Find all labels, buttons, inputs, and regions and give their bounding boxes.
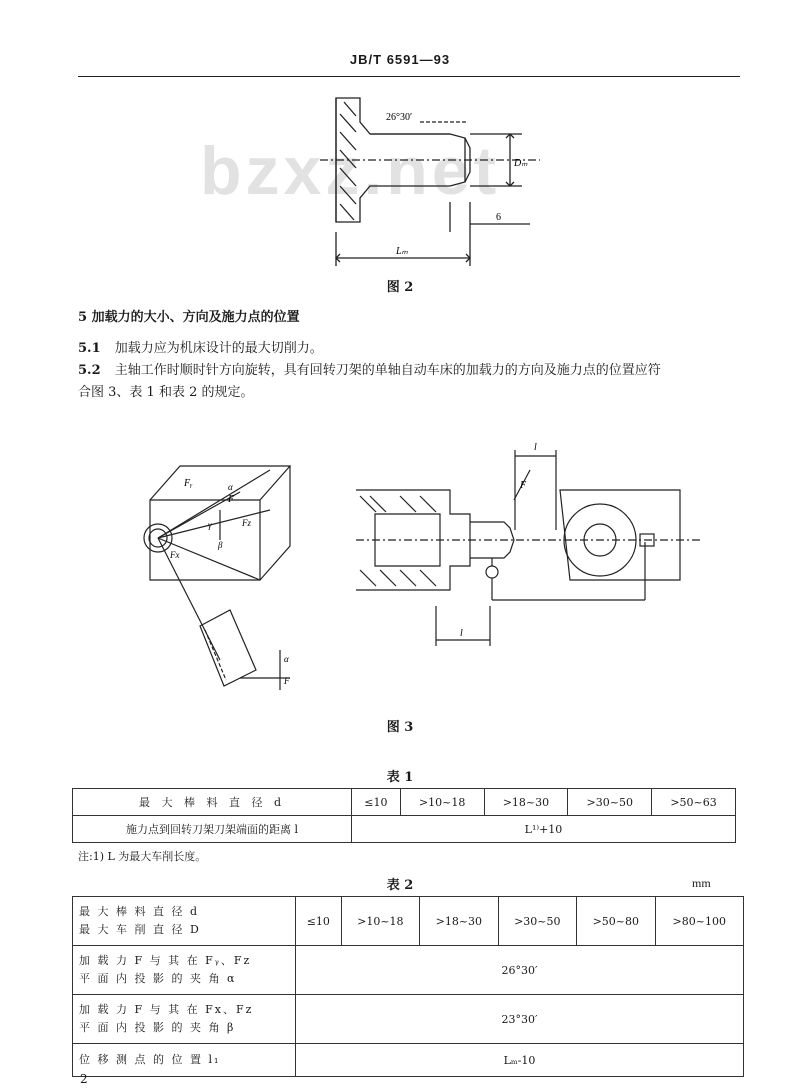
fig3-label-fy: Fᵧ: [184, 478, 193, 489]
table-cell: >18~30: [484, 789, 568, 816]
fig3-label-alpha-2: α: [284, 654, 289, 664]
figure-2-caption: 图 2: [386, 280, 414, 295]
figure-3-drawing: [120, 430, 700, 710]
fig2-lm-label: Lₘ: [396, 246, 408, 257]
figure-2-drawing: [300, 92, 560, 272]
table-2-d-label: [73, 897, 296, 946]
watermark: bzxz.net: [200, 133, 501, 209]
page-number: 2: [80, 1072, 88, 1086]
fig2-six-label: 6: [496, 212, 501, 223]
para-5-2-line-1: [78, 360, 748, 382]
header-rule: [78, 76, 740, 77]
table-cell: >50~80: [577, 897, 655, 946]
fig3-label-f1: F: [228, 494, 235, 505]
table-2-l1-label: 位 移 测 点 的 位 置 l₁: [73, 1044, 296, 1077]
para-5-1-text: 加载力应为机床设计的最大切削力。: [114, 341, 323, 356]
table-row: [73, 816, 736, 843]
table-cell: 23°30′: [296, 995, 744, 1044]
section-5-heading: 5 加载力的大小、方向及施力点的位置: [78, 310, 300, 325]
table-2-d-label-b: 最 大 车 削 直 径 D: [79, 923, 201, 936]
table-cell: >30~50: [498, 897, 576, 946]
table-cell: >18~30: [420, 897, 498, 946]
table-cell: >10~18: [400, 789, 484, 816]
table-cell: Lₘ-10: [296, 1044, 744, 1077]
para-5-2-text-2: 合图 3、表 1 和表 2 的规定。: [78, 385, 254, 400]
para-5-2-number: 5.2: [78, 363, 101, 378]
table-2: [72, 896, 744, 1077]
fig3-label-l-top: l: [534, 442, 537, 453]
table-row: [73, 897, 744, 946]
table-cell: L¹⁾+10: [352, 816, 736, 843]
table-cell: >80~100: [655, 897, 743, 946]
table-1-d-label: 最 大 棒 料 直 径 d: [73, 789, 352, 816]
fig2-dm-label: Dₘ: [514, 158, 528, 169]
table-2-alpha-label: [73, 946, 296, 995]
fig3-label-fz: Fz: [242, 518, 251, 528]
standard-code: JB/T 6591—93: [349, 52, 451, 67]
table-row: [73, 946, 744, 995]
fig3-label-beta: β: [218, 540, 223, 550]
table-row: [73, 1044, 744, 1077]
figure-3-caption: 图 3: [386, 720, 414, 735]
fig3-label-f3: F: [284, 676, 290, 686]
fig3-label-gamma: γ: [208, 520, 212, 530]
table-1: [72, 788, 736, 843]
table-2-beta-label-a: 加 载 力 F 与 其 在 Fx、Fz: [79, 1003, 254, 1016]
table-1-title: 表 1: [386, 770, 414, 785]
table-cell: 26°30′: [296, 946, 744, 995]
table-2-beta-label-b: 平 面 内 投 影 的 夹 角 β: [79, 1021, 236, 1034]
table-row: [73, 789, 736, 816]
fig3-label-alpha: α: [228, 482, 233, 492]
fig3-label-fx: Fx: [170, 550, 180, 560]
table-2-d-label-a: 最 大 棒 料 直 径 d: [79, 905, 200, 918]
table-1-l-label: 施力点到回转刀架刀架端面的距离 l: [73, 816, 352, 843]
table-row: [73, 995, 744, 1044]
table-cell: >10~18: [341, 897, 419, 946]
table-cell: >50~63: [652, 789, 736, 816]
table-2-alpha-label-b: 平 面 内 投 影 的 夹 角 α: [79, 972, 237, 985]
fig3-label-l-bottom: l: [460, 628, 463, 639]
table-2-alpha-label-a: 加 载 力 F 与 其 在 Fᵧ、Fz: [79, 954, 252, 967]
fig3-label-f2: F: [520, 480, 527, 491]
table-2-beta-label: [73, 995, 296, 1044]
para-5-1: [78, 338, 323, 360]
fig2-angle-label: 26°30′: [386, 112, 413, 123]
table-2-title: 表 2: [386, 878, 414, 893]
table-cell: ≤10: [352, 789, 401, 816]
table-1-note: 注:1) L 为最大车削长度。: [78, 850, 207, 863]
para-5-2-text-1: 主轴工作时顺时针方向旋转，具有回转刀架的单轴自动车床的加载力的方向及施力点的位置应符: [114, 363, 661, 378]
para-5-2: [78, 360, 748, 404]
para-5-1-number: 5.1: [78, 341, 101, 356]
table-cell: ≤10: [296, 897, 342, 946]
table-2-unit: mm: [692, 876, 711, 890]
table-cell: >30~50: [568, 789, 652, 816]
